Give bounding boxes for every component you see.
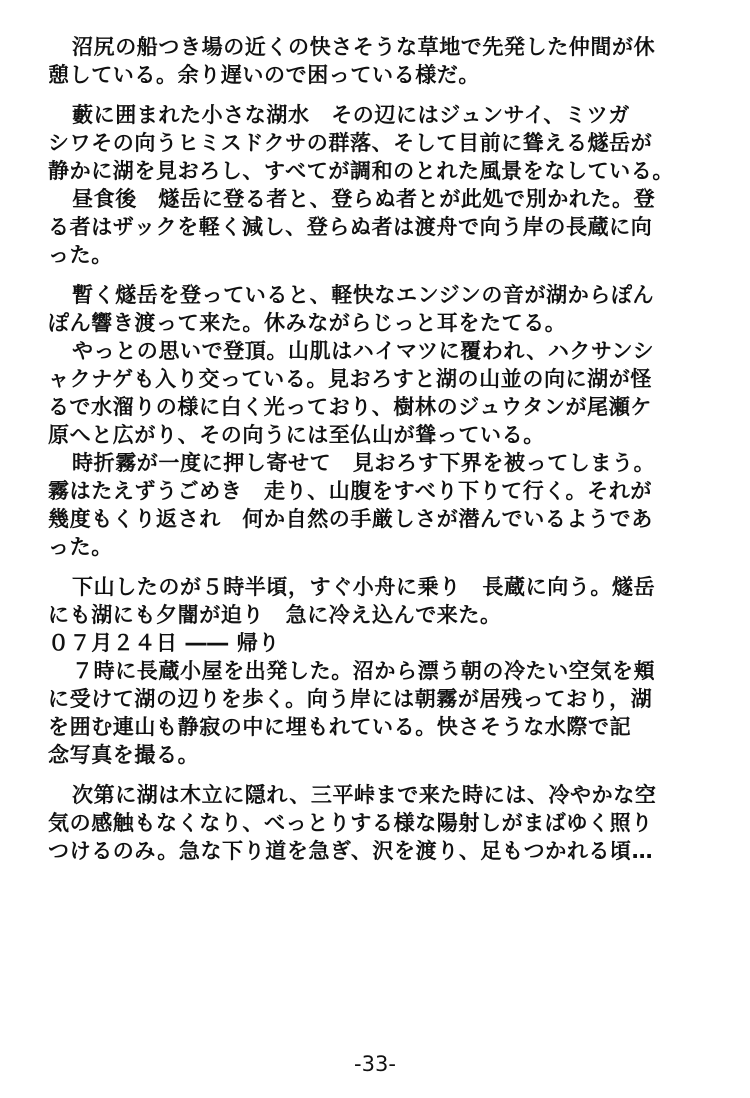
text-line: 念写真を撮る。 (48, 743, 200, 767)
text-line: ぽん響き渡って来た。休みながらじっと耳をたてる。 (48, 311, 567, 335)
text-line: にも湖にも夕闇が迫り 急に冷え込んで来た。 (48, 603, 502, 627)
text-line: 昼食後 燧岳に登る者と、登らぬ者とが此処で別かれた。登 (72, 187, 656, 211)
text-line: 次第に湖は木立に隠れ、三平峠まで来た時には、冷やかな空 (72, 783, 657, 807)
text-line: ャクナゲも入り交っている。見おろすと湖の山並の向に湖が怪 (48, 367, 652, 391)
text-line: った。 (48, 535, 113, 559)
text-line: 憩している。余り遅いので困っている様だ。 (48, 63, 480, 87)
text-line: つけるのみ。急な下り道を急ぎ、沢を渡り、足もつかれる頃… (48, 839, 654, 863)
text-line: 気の感触もなくなり、べっとりする様な陽射しがまばゆく照り (48, 811, 653, 835)
body-text (48, 34, 720, 866)
text-line: 原へと広がり、その向うには至仏山が聳っている。 (48, 423, 545, 447)
text-line: 暫く燧岳を登っていると、軽快なエンジンの音が湖からぽん (72, 283, 655, 307)
text-line: を囲む連山も静寂の中に埋もれている。快さそうな水際で記 (48, 715, 632, 739)
text-line: 幾度もくり返され 何か自然の手厳しさが潜んでいるようであ (48, 507, 653, 531)
text-line: 沼尻の船つき場の近くの快さそうな草地で先発した仲間が休 (72, 35, 656, 59)
text-line: った。 (48, 243, 113, 267)
page-number: -33- (354, 1052, 396, 1076)
text-line: るで水溜りの様に白く光っており、樹林のジュウタンが尾瀬ケ (48, 395, 652, 419)
text-line: る者はザックを軽く減し、登らぬ者は渡舟で向う岸の長蔵に向 (48, 215, 653, 239)
text-line: シワその向うヒミスドクサの群落、そして目前に聳える燧岳が (48, 131, 653, 155)
date-heading: ０７月２４日 ―― 帰り (48, 631, 280, 655)
text-line: 霧はたえずうごめき 走り、山腹をすべり下りて行く。それが (48, 479, 652, 503)
text-line: 時折霧が一度に押し寄せて 見おろす下界を被ってしまう。 (72, 451, 656, 475)
text-line: 下山したのが５時半頃，すぐ小舟に乗り 長蔵に向う。燧岳 (72, 575, 656, 599)
text-line: 静かに湖を見おろし、すべてが調和のとれた風景をなしている。 (48, 159, 674, 183)
text-line: やっとの思いで登頂。山肌はハイマツに覆われ、ハクサンシ (72, 339, 655, 363)
text-line: 藪に囲まれた小さな湖水 その辺にはジュンサイ、ミツガ (72, 103, 630, 127)
text-line: に受けて湖の辺りを歩く。向う岸には朝霧が居残っており，湖 (48, 687, 653, 711)
text-line: ７時に長蔵小屋を出発した。沼から漂う朝の冷たい空気を頬 (72, 659, 656, 683)
